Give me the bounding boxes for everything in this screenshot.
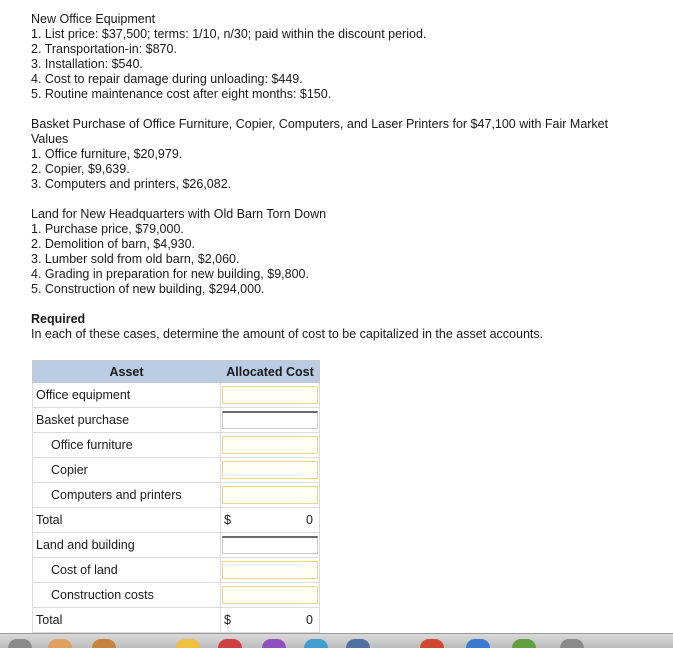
section-basket-purchase: [31, 117, 646, 192]
copier-input[interactable]: [222, 461, 318, 479]
allocation-table: [32, 360, 320, 633]
app-icon[interactable]: [560, 639, 584, 648]
section-title-cont: Values: [31, 132, 69, 146]
row-label-basket-purchase: Basket purchase: [33, 408, 221, 433]
row-label-cost-of-land: Cost of land: [33, 558, 221, 583]
office-equipment-input[interactable]: [222, 386, 318, 404]
required-text: In each of these cases, determine the amount of cost to be capitalized in the asset accounts.: [31, 327, 544, 341]
section-office-equipment: [31, 12, 646, 102]
app-icon[interactable]: [92, 639, 116, 648]
dock-strip: [0, 633, 673, 648]
cost-of-land-input[interactable]: [222, 561, 318, 579]
list-item: 4. Cost to repair damage during unloading: $449.: [31, 72, 303, 86]
total-amount: 0: [306, 613, 313, 627]
app-icon[interactable]: [466, 639, 490, 648]
section-title: Basket Purchase of Office Furniture, Copier, Computers, and Laser Printers for $47,100 with Fair Market: [31, 117, 609, 131]
required-heading: Required: [31, 312, 86, 326]
header-allocated-cost: Allocated Cost: [221, 361, 320, 383]
required-section: [31, 312, 646, 342]
app-icon[interactable]: [48, 639, 72, 648]
row-label-land-building: Land and building: [33, 533, 221, 558]
list-item: 1. List price: $37,500; terms: 1/10, n/30; paid within the discount period.: [31, 27, 427, 41]
row-label-copier: Copier: [33, 458, 221, 483]
app-icon[interactable]: [218, 639, 242, 648]
table-row: [33, 533, 320, 558]
list-item: 3. Computers and printers, $26,082.: [31, 177, 232, 191]
office-furniture-input[interactable]: [222, 436, 318, 454]
list-item: 1. Office furniture, $20,979.: [31, 147, 183, 161]
currency-symbol: $: [224, 513, 231, 527]
section-title: New Office Equipment: [31, 12, 156, 26]
row-label-construction-costs: Construction costs: [33, 583, 221, 608]
table-row: [33, 583, 320, 608]
table-row: [33, 383, 320, 408]
app-icon[interactable]: [420, 639, 444, 648]
total-basket-value: [222, 513, 318, 527]
list-item: 5. Routine maintenance cost after eight months: $150.: [31, 87, 332, 101]
app-icon[interactable]: [304, 639, 328, 648]
app-icon[interactable]: [8, 639, 32, 648]
table-row: [33, 458, 320, 483]
section-title: Land for New Headquarters with Old Barn Torn Down: [31, 207, 327, 221]
land-building-cell: [222, 536, 318, 554]
problem-text: [31, 12, 646, 342]
list-item: 2. Copier, $9,639.: [31, 162, 130, 176]
computers-printers-input[interactable]: [222, 486, 318, 504]
row-label-office-equipment: Office equipment: [33, 383, 221, 408]
construction-costs-input[interactable]: [222, 586, 318, 604]
total-land-value: [222, 613, 318, 627]
list-item: 5. Construction of new building, $294,000.: [31, 282, 265, 296]
row-label-total: Total: [33, 508, 221, 533]
table-row: [33, 608, 320, 633]
app-icon[interactable]: [262, 639, 286, 648]
app-icon[interactable]: [176, 639, 200, 648]
table-row: [33, 508, 320, 533]
list-item: 4. Grading in preparation for new building, $9,800.: [31, 267, 309, 281]
list-item: 3. Installation: $540.: [31, 57, 143, 71]
row-label-total: Total: [33, 608, 221, 633]
row-label-computers-printers: Computers and printers: [33, 483, 221, 508]
app-icon[interactable]: [512, 639, 536, 648]
row-label-office-furniture: Office furniture: [33, 433, 221, 458]
list-item: 1. Purchase price, $79,000.: [31, 222, 184, 236]
app-icon[interactable]: [346, 639, 370, 648]
table-row: [33, 483, 320, 508]
total-amount: 0: [306, 513, 313, 527]
currency-symbol: $: [224, 613, 231, 627]
table-row: [33, 433, 320, 458]
list-item: 3. Lumber sold from old barn, $2,060.: [31, 252, 240, 266]
list-item: 2. Transportation-in: $870.: [31, 42, 177, 56]
table-row: [33, 558, 320, 583]
header-asset: Asset: [33, 361, 221, 383]
table-row: [33, 408, 320, 433]
basket-purchase-cell: [222, 411, 318, 429]
list-item: 2. Demolition of barn, $4,930.: [31, 237, 195, 251]
section-land: [31, 207, 646, 297]
